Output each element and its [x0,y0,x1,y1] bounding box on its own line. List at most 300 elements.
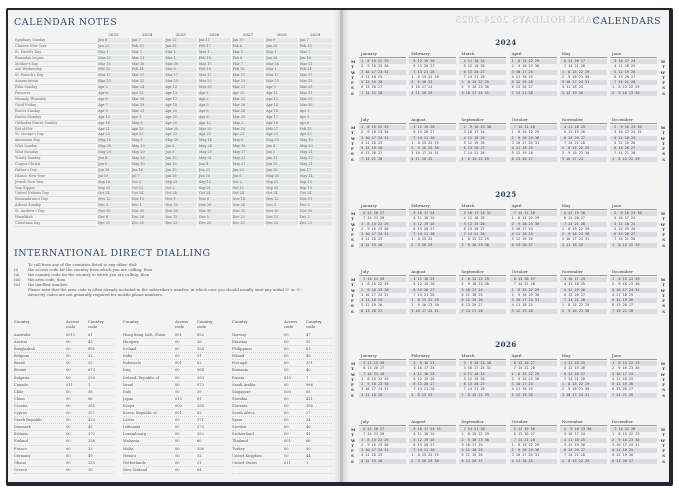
notes-year-header: 2024 [142,33,153,37]
month-name: January [359,202,406,210]
month-week-line: 1 8 15 22 29 [459,157,506,162]
idd-row [123,389,223,396]
notes-date-cell: Feb 14 [130,67,164,73]
month-week-line: 6 13 20 27 [459,70,506,75]
notes-date-cell: Apr 2 [298,114,332,120]
idd-country-code: 356 [197,446,204,451]
month-week-line: 7 14 21 28 [510,211,557,216]
month-week-line: 5 12 19 26 [409,59,456,64]
weekday-letter: M [351,277,356,282]
idd-row [123,367,223,374]
notes-date-cell: Nov 29 [198,203,232,209]
notes-date-cell: Mar 11 [130,55,164,61]
weekday-letter: T [351,216,354,222]
notes-event-label: Remembrance Day [14,197,97,203]
notes-event-label: Annunciation [14,79,97,85]
notes-date-cell: May 20 [130,150,164,156]
month-week-line: 5 12 19 26 [359,243,406,248]
month-week-line: 6 13 20 27 [510,243,557,248]
month-week-line: 1 8 15 22 [409,393,456,398]
notes-date-cell: Oct 2 [164,185,198,191]
idd-access-code: 00 [175,340,180,345]
month-block [409,50,456,96]
notes-event-label: Orthodox Easter Sunday [14,120,97,126]
weekday-letters-left [351,427,355,464]
idd-country: Saudi Arabia [232,382,256,387]
month-week-line: 1 8 15 22 29 [510,372,557,377]
notes-date-cell: Mar 29 [198,85,232,91]
month-week-line: 7 14 21 28 [610,393,657,398]
notes-date-cell: Apr 2 [198,91,232,97]
month-week-line: 1 8 15 22 29 [510,288,557,293]
notes-date-cell: Mar 25 [231,79,265,85]
notes-date-cell: Apr 21 [97,126,131,132]
notes-date-cell: Jun 19 [164,161,198,167]
notes-date-cell: Jun 5 [265,150,299,156]
month-week-line: 6 13 20 27 [609,303,634,308]
idd-country: India [123,354,133,359]
month-week-line: 4 11 18 25 [509,74,533,79]
idd-country-code: 370 [197,425,204,430]
notes-date-cell: Oct 11 [231,185,265,191]
notes-date-cell: Feb 22 [97,67,131,73]
calendar-year-label: 2024 [495,38,517,47]
notes-event-label: Father's Day [14,167,97,173]
month-week-line: 3 10 17 24 31 [459,91,506,96]
idd-instructions [14,262,332,297]
idd-header-row [14,320,114,332]
idd-country: Slovenia [232,403,248,408]
notes-date-cell: May 25 [198,150,232,156]
notes-date-cell: Mar 5 [164,67,198,73]
calendar-year-label: 2025 [495,190,517,199]
idd-row [232,339,332,346]
idd-country-code: 880 [88,347,95,352]
notes-date-cell: May 17 [231,150,265,156]
month-week-line: 6 13 20 27 [459,226,485,231]
month-block [610,268,657,314]
notes-date-cell: Dec 3 [265,203,299,209]
notes-date-cell: May 19 [130,144,164,150]
month-name: March [459,202,506,210]
notes-date-cell: Oct 24 [97,191,131,197]
idd-row [232,353,332,360]
idd-access-code: 00 [284,418,289,423]
notes-event-label: Ash Wednesday [14,67,97,73]
month-week-line: 4 11 18 25 [510,146,557,151]
idd-country: Japan [123,396,134,401]
weekday-letter: M [660,361,665,366]
weekday-letter: T [662,130,665,136]
month-block [560,268,607,314]
month-week-line: 7 14 21 28 [359,157,406,162]
calendar-half-year [351,116,665,174]
idd-country: Greece [14,467,27,472]
month-week-line: 2 9 16 23 30 [509,64,540,69]
notes-date-cell: Mar 17 [231,73,265,79]
weekday-letter: S [351,85,354,91]
notes-date-cell: Mar 31 [298,91,332,97]
notes-date-cell: Sep 10 [298,179,332,185]
notes-date-cell: Jul 7 [130,173,164,179]
idd-country-code: 852 [197,333,204,337]
month-week-line: 3 10 17 24 31 [559,237,590,242]
month-week-line: 6 13 20 27 [409,442,435,447]
month-week-line: 6 13 20 27 [610,146,657,151]
month-week-line: 1 8 15 22 29 [459,432,489,437]
idd-row [123,353,223,360]
idd-country-code: 49 [88,453,93,458]
weekday-letter: S [351,387,354,393]
month-week-line: 6 13 20 27 [559,216,586,221]
month-week-line: 2 9 16 23 30 [610,211,657,216]
month-week-line: 6 13 20 27 [610,459,657,464]
weekday-letter: T [662,226,665,232]
notes-event-label: Passover [14,91,97,97]
weekday-letter: T [662,366,665,372]
notes-event-label: St. David's Day [14,49,97,55]
idd-header-access: Access code [175,319,189,329]
idd-access-code: 00 [175,425,180,430]
idd-country: Bangladesh [14,347,36,352]
idd-country-code: 65 [306,389,311,394]
idd-row [232,460,332,467]
notes-date-cell: May 27 [231,161,265,167]
idd-row [232,375,332,382]
idd-access-code: 001 [175,361,182,366]
month-week-line: 4 11 18 25 [559,85,583,90]
weekday-letter: W [351,437,356,443]
month-week-line: 2 9 16 23 30 [560,309,607,314]
month-name: May [560,50,607,58]
idd-country: Czech Republic [14,418,43,423]
month-week-line: 5 12 19 26 [459,376,485,381]
idd-country-code: 39 [197,389,202,394]
notes-date-cell: Apr 10 [97,114,131,120]
notes-date-cell: Mar 1 [164,49,198,55]
notes-date-cell: Dec 26 [130,215,164,221]
weekday-letter: S [662,242,665,248]
idd-row [232,360,332,367]
calendar-notes-table [14,33,332,227]
notes-date-cell: Mar 1 [164,55,198,61]
weekday-letter: F [351,298,354,304]
month-week-line: 1 8 15 22 29 [409,453,439,458]
notes-date-cell: Mar 17 [198,73,232,79]
month-name: May [560,202,607,210]
idd-access-code: 00 [66,446,71,451]
idd-row [123,375,223,382]
idd-row [14,453,114,460]
month-week-line: 6 13 20 27 [459,459,506,464]
month-week-line: 2 9 16 23 30 [509,292,540,297]
month-week-line: 4 11 18 25 [409,91,456,96]
notes-date-cell: May 29 [97,150,131,156]
idd-access-code: 00 [284,382,289,387]
idd-country: Poland [232,354,245,359]
month-week-line: 2 9 16 23 30 [559,74,590,79]
notes-date-cell: Sep 21 [265,179,299,185]
idd-row [123,332,223,339]
month-name: October [510,418,557,426]
weekday-letters-right [661,59,665,96]
notes-date-cell: Mar 10 [130,61,164,67]
notes-event-label: Whit Sunday [14,144,97,150]
idd-country-code: 673 [88,368,95,373]
idd-access-code: 00 [66,432,71,437]
notes-date-cell: Nov 14 [231,197,265,203]
idd-country-code: 353 [197,375,204,380]
month-week-line: 4 11 18 25 [610,448,657,453]
month-week-line: 4 11 18 25 [459,136,506,141]
weekday-letters-left [351,211,355,248]
notes-date-cell: Nov 30 [265,209,299,215]
weekday-letter: M [660,277,665,282]
weekday-letter: F [351,80,354,86]
notes-year-header: 2025 [175,33,186,37]
idd-access-code: 001 [175,333,182,337]
month-week-line: 3 10 17 24 31 [610,288,657,293]
idd-header-country: Country [14,319,30,324]
idd-country: Germany [14,453,31,458]
notes-date-cell: May 14 [298,173,332,179]
month-block [510,352,557,398]
month-week-line: 2 9 16 23 30 [459,438,506,443]
month-week-line: 7 14 21 28 [509,366,535,371]
month-week-line: 6 13 20 27 [359,309,406,314]
notes-date-cell: May 16 [231,144,265,150]
month-week-line: 7 14 21 28 [459,387,485,392]
notes-date-cell: Apr 23 [164,132,198,138]
notes-date-cell: Mar 24 [130,85,164,91]
idd-access-code: 00 [66,453,71,458]
notes-date-cell: Mar 15 [198,61,232,67]
month-week-line: 4 11 18 25 [609,376,634,381]
notes-date-cell: Apr 20 [164,108,198,114]
month-week-line: 6 13 20 27 [560,448,607,453]
month-week-line: 4 11 18 25 [359,140,383,145]
idd-access-code: 011 [284,460,291,465]
idd-access-code: 00 [175,354,180,359]
notes-date-cell: May 25 [265,138,299,144]
notes-event-label: Corpus Christi [14,161,97,167]
weekday-letters-right [661,125,665,162]
idd-row [14,367,114,374]
idd-access-code: 00 [175,446,180,451]
idd-row [123,396,223,403]
notes-date-cell: Dec 3 [97,203,131,209]
month-block [359,268,406,314]
month-week-line: 6 13 20 27 [610,232,657,237]
notes-date-cell: May 25 [265,173,299,179]
month-week-line: 7 14 21 28 [409,232,456,237]
notes-date-cell: Jun 15 [265,161,299,167]
left-page [8,10,342,482]
month-week-line: 7 14 21 28 [559,453,586,458]
month-week-line: 2 9 16 23 30 [459,361,506,366]
weekday-letter: T [351,64,354,70]
weekday-letter: M [351,211,356,216]
month-week-line: 1 8 15 22 29 [509,442,540,447]
notes-date-cell: Mar 21 [231,85,265,91]
month-week-line: 2 9 16 23 30 [509,376,540,381]
notes-event-label: Whit Monday [14,150,97,156]
month-block [560,418,607,464]
notes-date-cell: Mar 1 [97,49,131,55]
idd-access-code: 00 [175,467,180,472]
weekday-letters-left [351,59,355,96]
month-name: December [610,116,657,124]
notes-date-cell: Dec 25 [130,221,164,227]
month-week-line: 7 14 21 28 [560,298,607,303]
idd-country: Iceland [123,347,137,352]
notes-date-cell: Jul 19 [97,173,131,179]
notes-date-cell: Apr 17 [265,114,299,120]
weekday-letter: T [662,216,665,222]
month-week-line: 4 11 18 25 [459,292,483,297]
month-week-line: 7 14 21 28 [459,151,485,156]
notes-date-cell: Apr 2 [198,96,232,102]
month-week-line: 4 11 18 25 [359,453,383,458]
calendar-half-year [351,352,665,410]
month-week-line: 3 10 17 24 31 [560,80,607,85]
notes-date-cell: Apr 3 [198,102,232,108]
month-week-line: 5 12 19 26 [510,309,557,314]
month-week-line: 5 12 19 26 [559,130,586,135]
notes-date-cell: Oct 24 [130,191,164,197]
month-name: July [359,418,406,426]
idd-country-code: 46 [306,425,311,430]
month-block [560,50,607,96]
idd-intro-line [14,292,332,297]
idd-column [232,320,332,474]
notes-date-cell: Apr 13 [265,96,299,102]
idd-row [232,453,332,460]
month-week-line: 1 8 15 22 29 [359,59,406,64]
idd-country: Iraq [123,368,131,373]
month-week-line: 5 12 19 26 [409,125,456,130]
month-week-line: 3 10 17 24 31 [459,211,506,216]
notes-date-cell: May 26 [130,156,164,162]
notes-date-cell: Mar 25 [298,85,332,91]
idd-country-code: 386 [306,403,313,408]
notes-event-label: Maundy Thursday [14,96,97,102]
idd-access-code: 00 [284,453,289,458]
idd-intro-text: the area code, then [28,277,66,282]
month-week-line: 1 8 15 22 29 [459,393,506,398]
month-block [459,116,506,162]
notes-date-cell: Mar 26 [265,61,299,67]
weekday-letter: M [351,125,356,130]
notes-date-cell: Nov 30 [164,203,198,209]
idd-row [232,389,332,396]
idd-country-code: 966 [306,382,313,387]
right-page [343,10,669,482]
month-name: October [510,116,557,124]
notes-date-cell: Sep 19 [298,185,332,191]
month-week-line: 6 13 20 27 [459,382,506,387]
month-name: February [409,50,456,58]
show-through-text: BANK HOLIDAYS 2024-2025 [455,16,599,26]
notes-date-cell: Mar 25 [130,79,164,85]
notes-date-cell: Dec 5 [198,215,232,221]
month-week-line: 3 10 17 24 31 [359,387,389,392]
notes-date-cell: Jun 4 [198,161,232,167]
month-week-line: 5 12 19 26 [409,282,435,287]
month-week-line: 3 10 17 24 31 [359,136,406,141]
month-week-line: 2 9 16 23 30 [560,232,607,237]
month-week-line: 1 8 15 22 29 [509,216,540,221]
month-block [459,268,506,314]
idd-country: Ghana [14,460,26,465]
month-week-line: 5 12 19 26 [359,459,406,464]
idd-access-code: 810 [284,375,291,380]
month-week-line: 1 8 15 22 [409,237,433,242]
idd-country: Bulgaria [14,375,30,380]
month-week-line: 4 11 18 25 [610,222,657,227]
month-week-line: 5 12 19 26 [459,64,485,69]
notes-date-cell: Nov 30 [298,209,332,215]
month-week-line: 1 8 15 22 29 [359,376,389,381]
weekday-letter: W [660,221,665,227]
month-block [359,116,406,162]
idd-country-code: 56 [88,389,93,394]
notes-event-label: Ascension Day [14,138,97,144]
notes-event-label: Ramadan begins [14,55,97,61]
weekday-letter: S [662,151,665,157]
weekday-letter: S [351,151,354,157]
weekday-letter: S [662,308,665,314]
notes-date-cell: Jun 6 [231,173,265,179]
month-week-line: 4 11 18 25 [459,372,506,377]
idd-country-code: 34 [306,418,311,423]
notes-date-cell: Apr 16 [265,120,299,126]
month-name: May [560,352,607,360]
month-week-line: 6 13 20 27 [509,432,535,437]
notes-date-cell: Jan 12 [164,38,198,43]
month-week-line: 5 12 19 26 [560,211,607,216]
notes-date-cell: Feb 27 [265,126,299,132]
month-week-line: 2 9 16 23 30 [359,288,406,293]
idd-country: Malaysia [123,439,140,444]
month-week-line: 2 9 16 23 30 [610,91,657,96]
month-week-line: 1 8 15 22 29 [459,277,506,282]
month-week-line: 6 13 20 27 [560,59,607,64]
idd-row [14,438,114,445]
idd-row [232,367,332,374]
idd-country-code: 1 [88,382,91,387]
month-week-line: 3 10 17 24 [559,432,586,437]
weekday-letter: T [351,74,354,80]
month-week-line: 7 14 21 28 [359,432,385,437]
notes-date-cell: Oct 12 [130,185,164,191]
weekday-letter: M [660,59,665,64]
idd-access-code: 00 [175,389,180,394]
idd-country-code: 47 [306,333,311,337]
notes-event-label: Yom Kippur [14,185,97,191]
idd-country: Korea, Republic of [123,411,157,416]
idd-country: Luxembourg [123,432,147,437]
idd-title: INTERNATIONAL DIRECT DIALLING [14,248,211,259]
notes-date-cell: Nov 30 [164,209,198,215]
notes-date-cell: Nov 12 [97,197,131,203]
idd-country: Lithuania [123,425,141,430]
idd-country: New Zealand [123,467,148,472]
month-block [560,202,607,248]
weekday-letter: M [660,211,665,216]
notes-date-cell: Sep 16 [97,179,131,185]
weekday-letter: F [351,448,354,454]
